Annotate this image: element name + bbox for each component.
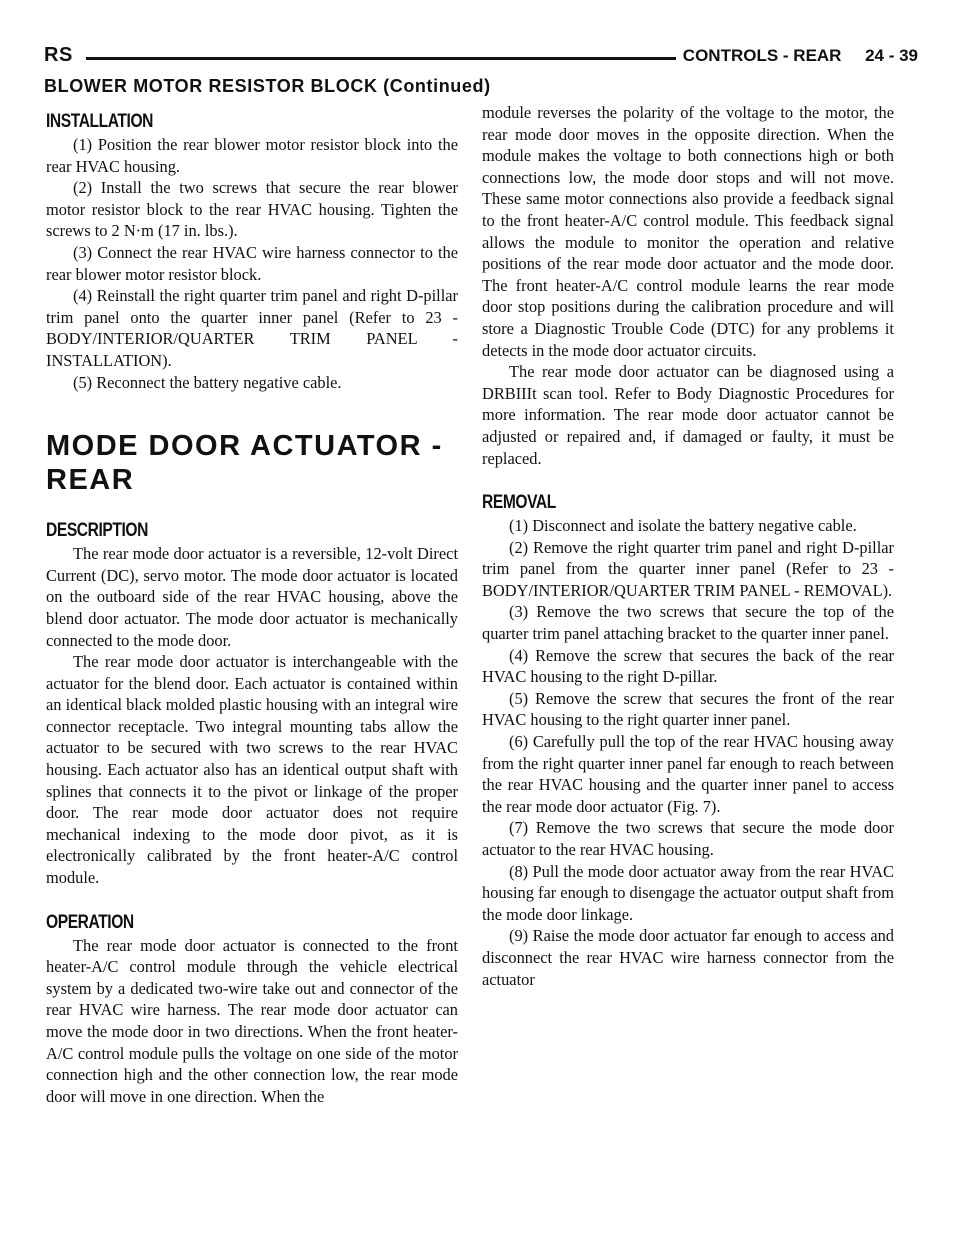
step: (6) Carefully pull the top of the rear HVAC housing away from the right quarter inner panel far enough to reach between the rear HVAC housing and the quarter inner panel to access the rear mode door actuator (Fig. 7). (482, 732, 894, 816)
header-rule (86, 57, 676, 60)
step: (7) Remove the two screws that secure the mode door actuator to the rear HVAC housing. (482, 818, 894, 859)
header-section-code: RS (44, 44, 73, 66)
step: (4) Reinstall the right quarter trim panel and right D-pillar trim panel onto the quarter inner panel (Refer to 23 - BODY/INTERIOR/QUARTER TRIM PANEL - INSTALLATION). (46, 286, 458, 370)
continued-title: BLOWER MOTOR RESISTOR BLOCK (Continued) (44, 76, 491, 96)
description-heading: DESCRIPTION (46, 520, 148, 542)
running-header (44, 44, 918, 72)
section-title-line2: REAR (46, 464, 135, 497)
step: (2) Remove the right quarter trim panel and right D-pillar trim panel from the quarter inner panel (Refer to 23 - BODY/INTERIOR/QUARTER TRIM PANEL - REMOVAL). (482, 537, 894, 600)
right-column (482, 102, 894, 990)
installation-heading: INSTALLATION (46, 111, 154, 132)
paragraph: The rear mode door actuator is a reversible, 12-volt Direct Current (DC), servo motor. The mode door actuator is located on the outboard side of the rear HVAC housing, above the blend door actuator. The mode door actuator is mechanically connected to the mode door. (46, 544, 458, 650)
left-column (46, 110, 458, 1107)
paragraph: module reverses the polarity of the voltage to the motor, the rear mode door moves in the opposite direction. When the module makes the voltage to both connections high or both connections low, the mode door stops and will not move. These same motor connections also provide a feedback signal to the front heater-A/C control module. This feedback signal allows the module to monitor the operation and relative positions of the rear mode door actuator and the mode door. The front heater-A/C control module learns the rear mode door stop positions during the calibration procedure and will store a Diagnostic Trouble Code (DTC) for any problems it detects in the mode door actuator circuits. (482, 103, 894, 360)
section-title (46, 429, 458, 497)
step: (3) Remove the two screws that secure the top of the quarter trim panel attaching bracket to the quarter inner panel. (482, 602, 894, 644)
step: (5) Reconnect the battery negative cable. (73, 372, 342, 392)
paragraph: The rear mode door actuator is interchangeable with the actuator for the blend door. Each actuator is contained within an identical black molded plastic housing with an integral wire connector receptacle. Two integral mounting tabs allow the actuator to be secured with two screws to the rear HVAC housing. Each actuator also has an identical output shaft with splines that connects it to the pivot or linkage of the proper door. The rear mode door actuator does not require mechanical indexing to the mode door pivot, as it is electronically calibrated by the front heater-A/C control module. (46, 652, 458, 888)
step: (1) Disconnect and isolate the battery negative cable. (509, 516, 857, 536)
step: (2) Install the two screws that secure the rear blower motor resistor block to the rear HVAC housing. Tighten the screws to 2 N·m (17 in. lbs.). (46, 178, 458, 241)
paragraph: The rear mode door actuator is connected to the front heater-A/C control module through the vehicle electrical system by a dedicated two-wire take out and connector of the rear HVAC wire harness. The rear mode door actuator can move the mode door in two directions. When the front heater-A/C control module pulls the voltage on one side of the motor connection high and the other connection low, the rear mode door will move in one direction. When the (46, 935, 458, 1106)
operation-heading: OPERATION (46, 911, 134, 933)
paragraph: The rear mode door actuator can be diagnosed using a DRBIIIt scan tool. Refer to Body Diagnostic Procedures for more information. The rear mode door actuator cannot be adjusted or repaired and, if damaged or faulty, it must be replaced. (482, 362, 894, 468)
section-title-line1: MODE DOOR ACTUATOR - (46, 430, 443, 463)
step: (5) Remove the screw that secures the front of the rear HVAC housing to the right quarter inner panel. (482, 688, 894, 730)
step: (9) Raise the mode door actuator far enough to access and disconnect the rear HVAC wire harness connector from the actuator (482, 926, 894, 989)
step: (1) Position the rear blower motor resistor block into the rear HVAC housing. (46, 135, 458, 176)
removal-steps (482, 515, 894, 990)
step: (3) Connect the rear HVAC wire harness connector to the rear blower motor resistor block. (46, 242, 458, 284)
installation-steps (46, 134, 458, 393)
step: (4) Remove the screw that secures the back of the rear HVAC housing to the right D-pillar. (482, 645, 894, 687)
step: (8) Pull the mode door actuator away from the rear HVAC housing far enough to disengage the actuator output shaft from the mode door linkage. (482, 861, 894, 924)
removal-heading: REMOVAL (482, 492, 556, 514)
header-page-ref: CONTROLS - REAR 24 - 39 (682, 46, 918, 65)
